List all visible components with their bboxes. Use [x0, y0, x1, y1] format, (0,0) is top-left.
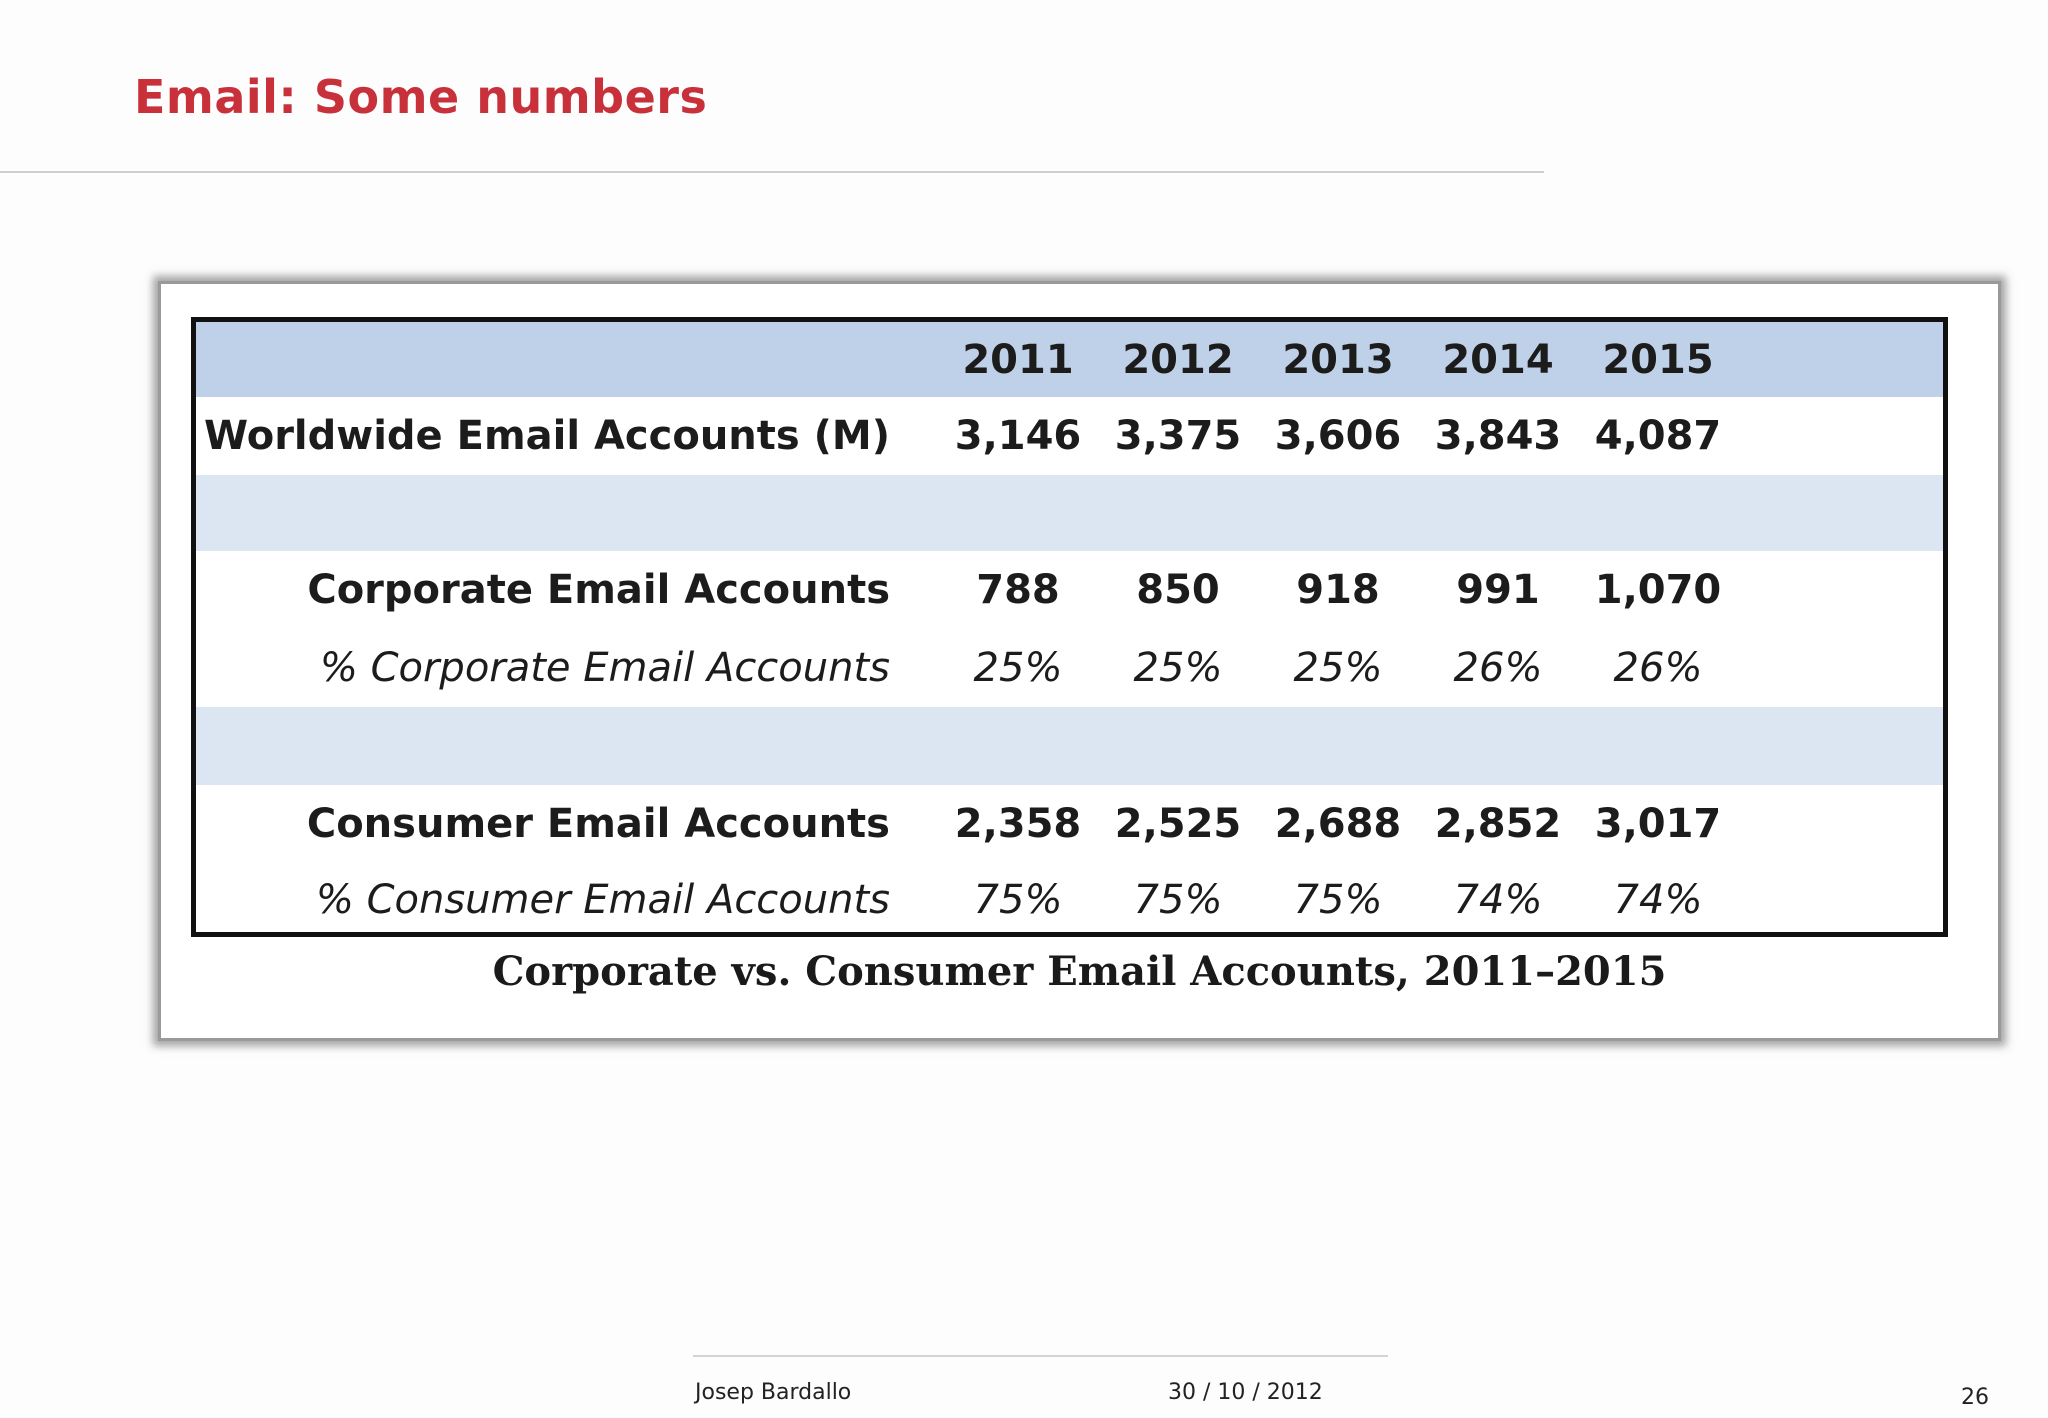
table-cell: 2,358 — [954, 800, 1082, 847]
year-header: 2012 — [1122, 336, 1234, 383]
table-cell: 1,070 — [1594, 567, 1722, 613]
footer-date: 30 / 10 / 2012 — [1168, 1380, 1323, 1405]
table-cell: 3,146 — [954, 413, 1082, 459]
table-cell: 918 — [1296, 567, 1380, 613]
table-cell: 3,375 — [1114, 413, 1242, 459]
year-header: 2011 — [962, 336, 1074, 383]
table-cell: 75% — [973, 876, 1063, 923]
email-accounts-table — [191, 317, 1948, 937]
row-label: Consumer Email Accounts — [306, 800, 890, 847]
table-cell: 2,525 — [1114, 800, 1242, 847]
footer-divider — [693, 1355, 1388, 1357]
slide-title: Email: Some numbers — [134, 70, 708, 124]
table-cell: 26% — [1453, 645, 1543, 691]
table-row — [196, 785, 1943, 862]
year-header: 2013 — [1282, 336, 1394, 383]
row-label: Corporate Email Accounts — [307, 567, 890, 613]
row-label: % Corporate Email Accounts — [319, 645, 890, 691]
table-cell: 25% — [973, 645, 1063, 691]
row-label: % Consumer Email Accounts — [315, 876, 890, 923]
table-cell: 25% — [1293, 645, 1383, 691]
table-cell: 3,017 — [1594, 800, 1722, 847]
table-image-frame — [158, 281, 2001, 1041]
spacer-row — [196, 475, 1943, 551]
footer-author: Josep Bardallo — [695, 1380, 852, 1405]
table-row — [196, 551, 1943, 629]
row-label: Worldwide Email Accounts (M) — [204, 413, 890, 459]
table-cell: 850 — [1136, 567, 1220, 613]
table-row — [196, 862, 1943, 937]
table-cell: 3,606 — [1274, 413, 1402, 459]
table-cell: 788 — [976, 567, 1060, 613]
table-row — [196, 629, 1943, 707]
table-cell: 3,843 — [1434, 413, 1562, 459]
table-header-row — [196, 322, 1943, 397]
table-cell: 25% — [1133, 645, 1223, 691]
table-row — [196, 397, 1943, 475]
table-cell: 75% — [1133, 876, 1223, 923]
table-cell: 26% — [1613, 645, 1703, 691]
year-header: 2014 — [1442, 336, 1554, 383]
table-cell: 74% — [1453, 876, 1543, 923]
table-cell: 75% — [1293, 876, 1383, 923]
page-number: 26 — [1961, 1385, 1989, 1410]
table-cell: 74% — [1613, 876, 1703, 923]
table-cell: 2,688 — [1274, 800, 1402, 847]
table-cell: 991 — [1456, 567, 1540, 613]
table-cell: 2,852 — [1434, 800, 1562, 847]
spacer-row — [196, 707, 1943, 785]
table-cell: 4,087 — [1594, 413, 1722, 459]
title-divider — [0, 171, 1544, 173]
table-caption: Corporate vs. Consumer Email Accounts, 2011–2015 — [492, 948, 1667, 995]
year-header: 2015 — [1602, 336, 1714, 383]
